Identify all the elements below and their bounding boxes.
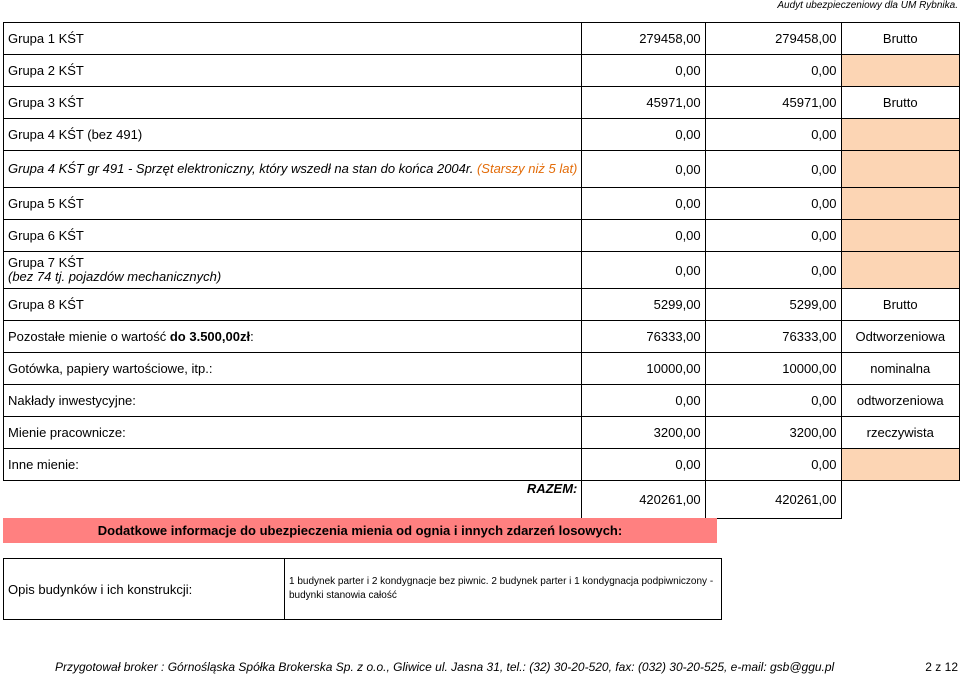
row-value-2: 0,00 bbox=[705, 220, 841, 252]
table-row bbox=[4, 55, 960, 87]
row-value-1: 45971,00 bbox=[582, 87, 705, 119]
row-value-2: 0,00 bbox=[705, 385, 841, 417]
row-name: Grupa 2 KŚT bbox=[4, 55, 582, 87]
table-row bbox=[4, 385, 960, 417]
row-value-1: 76333,00 bbox=[582, 321, 705, 353]
row-name: Grupa 1 KŚT bbox=[4, 23, 582, 55]
row-unit bbox=[841, 188, 959, 220]
row-name: Gotówka, papiery wartościowe, itp.: bbox=[4, 353, 582, 385]
row-value-1: 0,00 bbox=[582, 449, 705, 481]
row-unit: Brutto bbox=[841, 289, 959, 321]
description-value: 1 budynek parter i 2 kondygnacje bez piwnic. 2 budynek parter i 1 kondygnacja podpiwniczony - budynki stanowia całość bbox=[285, 559, 722, 620]
table-row bbox=[4, 188, 960, 220]
table-row bbox=[4, 321, 960, 353]
row-unit bbox=[841, 119, 959, 151]
row-name bbox=[4, 252, 582, 289]
table-row bbox=[4, 151, 960, 188]
table-row bbox=[4, 417, 960, 449]
description-label: Opis budynków i ich konstrukcji: bbox=[4, 559, 285, 620]
row-value-2: 10000,00 bbox=[705, 353, 841, 385]
row-unit: Odtworzeniowa bbox=[841, 321, 959, 353]
table-row bbox=[4, 23, 960, 55]
row-unit bbox=[841, 252, 959, 289]
table-row bbox=[4, 449, 960, 481]
row-value-2: 0,00 bbox=[705, 252, 841, 289]
row-value-1: 0,00 bbox=[582, 188, 705, 220]
row-value-1: 0,00 bbox=[582, 119, 705, 151]
row-value-1: 0,00 bbox=[582, 252, 705, 289]
row-value-1: 0,00 bbox=[582, 55, 705, 87]
property-table bbox=[3, 22, 960, 519]
row-value-2: 0,00 bbox=[705, 119, 841, 151]
row-name-note: (Starszy niż 5 lat) bbox=[476, 161, 578, 176]
row-name-main: Grupa 7 KŚT bbox=[8, 255, 84, 270]
table-row bbox=[4, 289, 960, 321]
row-value-1: 0,00 bbox=[582, 220, 705, 252]
row-value-2: 0,00 bbox=[705, 449, 841, 481]
row-value-2: 0,00 bbox=[705, 151, 841, 188]
row-value-2: 76333,00 bbox=[705, 321, 841, 353]
row-unit: rzeczywista bbox=[841, 417, 959, 449]
row-name: Grupa 5 KŚT bbox=[4, 188, 582, 220]
row-name-bold: do 3.500,00zł bbox=[169, 329, 251, 344]
row-value-2: 0,00 bbox=[705, 55, 841, 87]
row-value-2: 0,00 bbox=[705, 188, 841, 220]
row-unit: odtworzeniowa bbox=[841, 385, 959, 417]
section-banner: Dodatkowe informacje do ubezpieczenia mienia od ognia i innych zdarzeń losowych: bbox=[3, 518, 717, 543]
row-name: Inne mienie: bbox=[4, 449, 582, 481]
row-value-2: 279458,00 bbox=[705, 23, 841, 55]
table-row bbox=[4, 252, 960, 289]
row-value-1: 0,00 bbox=[582, 151, 705, 188]
row-name bbox=[4, 321, 582, 353]
row-name: Grupa 6 KŚT bbox=[4, 220, 582, 252]
row-unit: Brutto bbox=[841, 23, 959, 55]
table-row bbox=[4, 353, 960, 385]
row-name-tail: : bbox=[250, 329, 254, 344]
total-row bbox=[4, 481, 960, 519]
row-value-1: 0,00 bbox=[582, 385, 705, 417]
row-value-1: 10000,00 bbox=[582, 353, 705, 385]
building-description-table bbox=[3, 558, 722, 620]
row-name-main: Pozostałe mienie o wartość bbox=[8, 329, 170, 344]
total-empty bbox=[841, 481, 959, 519]
table-row bbox=[4, 559, 722, 620]
row-unit: nominalna bbox=[841, 353, 959, 385]
row-name: Grupa 3 KŚT bbox=[4, 87, 582, 119]
row-unit bbox=[841, 151, 959, 188]
row-name-main: Grupa 4 KŚT gr 491 - Sprzęt elektroniczny, który wszedł na stan do końca 2004r. bbox=[8, 161, 474, 176]
row-value-1: 5299,00 bbox=[582, 289, 705, 321]
table-row bbox=[4, 220, 960, 252]
row-unit bbox=[841, 55, 959, 87]
row-name: Nakłady inwestycyjne: bbox=[4, 385, 582, 417]
row-name: Grupa 4 KŚT (bez 491) bbox=[4, 119, 582, 151]
table-row bbox=[4, 87, 960, 119]
row-value-2: 5299,00 bbox=[705, 289, 841, 321]
total-value-2: 420261,00 bbox=[705, 481, 841, 519]
row-value-1: 3200,00 bbox=[582, 417, 705, 449]
row-name: Mienie pracownicze: bbox=[4, 417, 582, 449]
total-label: RAZEM: bbox=[526, 481, 578, 496]
footer-text: Przygotował broker : Górnośląska Spółka Brokerska Sp. z o.o., Gliwice ul. Jasna 31, tel.: (32) 30-20-520, fax: (032) 30-20-525, e-mail: gsb@ggu.pl bbox=[55, 660, 835, 674]
page-number: 2 z 12 bbox=[925, 660, 958, 674]
header-note: Audyt ubezpieczeniowy dla UM Rybnika. bbox=[777, 0, 958, 11]
row-unit bbox=[841, 220, 959, 252]
row-name-note: (bez 74 tj. pojazdów mechanicznych) bbox=[8, 269, 222, 284]
table-row bbox=[4, 119, 960, 151]
total-value-1: 420261,00 bbox=[582, 481, 705, 519]
row-value-1: 279458,00 bbox=[582, 23, 705, 55]
row-unit bbox=[841, 449, 959, 481]
row-unit: Brutto bbox=[841, 87, 959, 119]
row-value-2: 45971,00 bbox=[705, 87, 841, 119]
row-name bbox=[4, 151, 582, 188]
row-name: Grupa 8 KŚT bbox=[4, 289, 582, 321]
row-value-2: 3200,00 bbox=[705, 417, 841, 449]
